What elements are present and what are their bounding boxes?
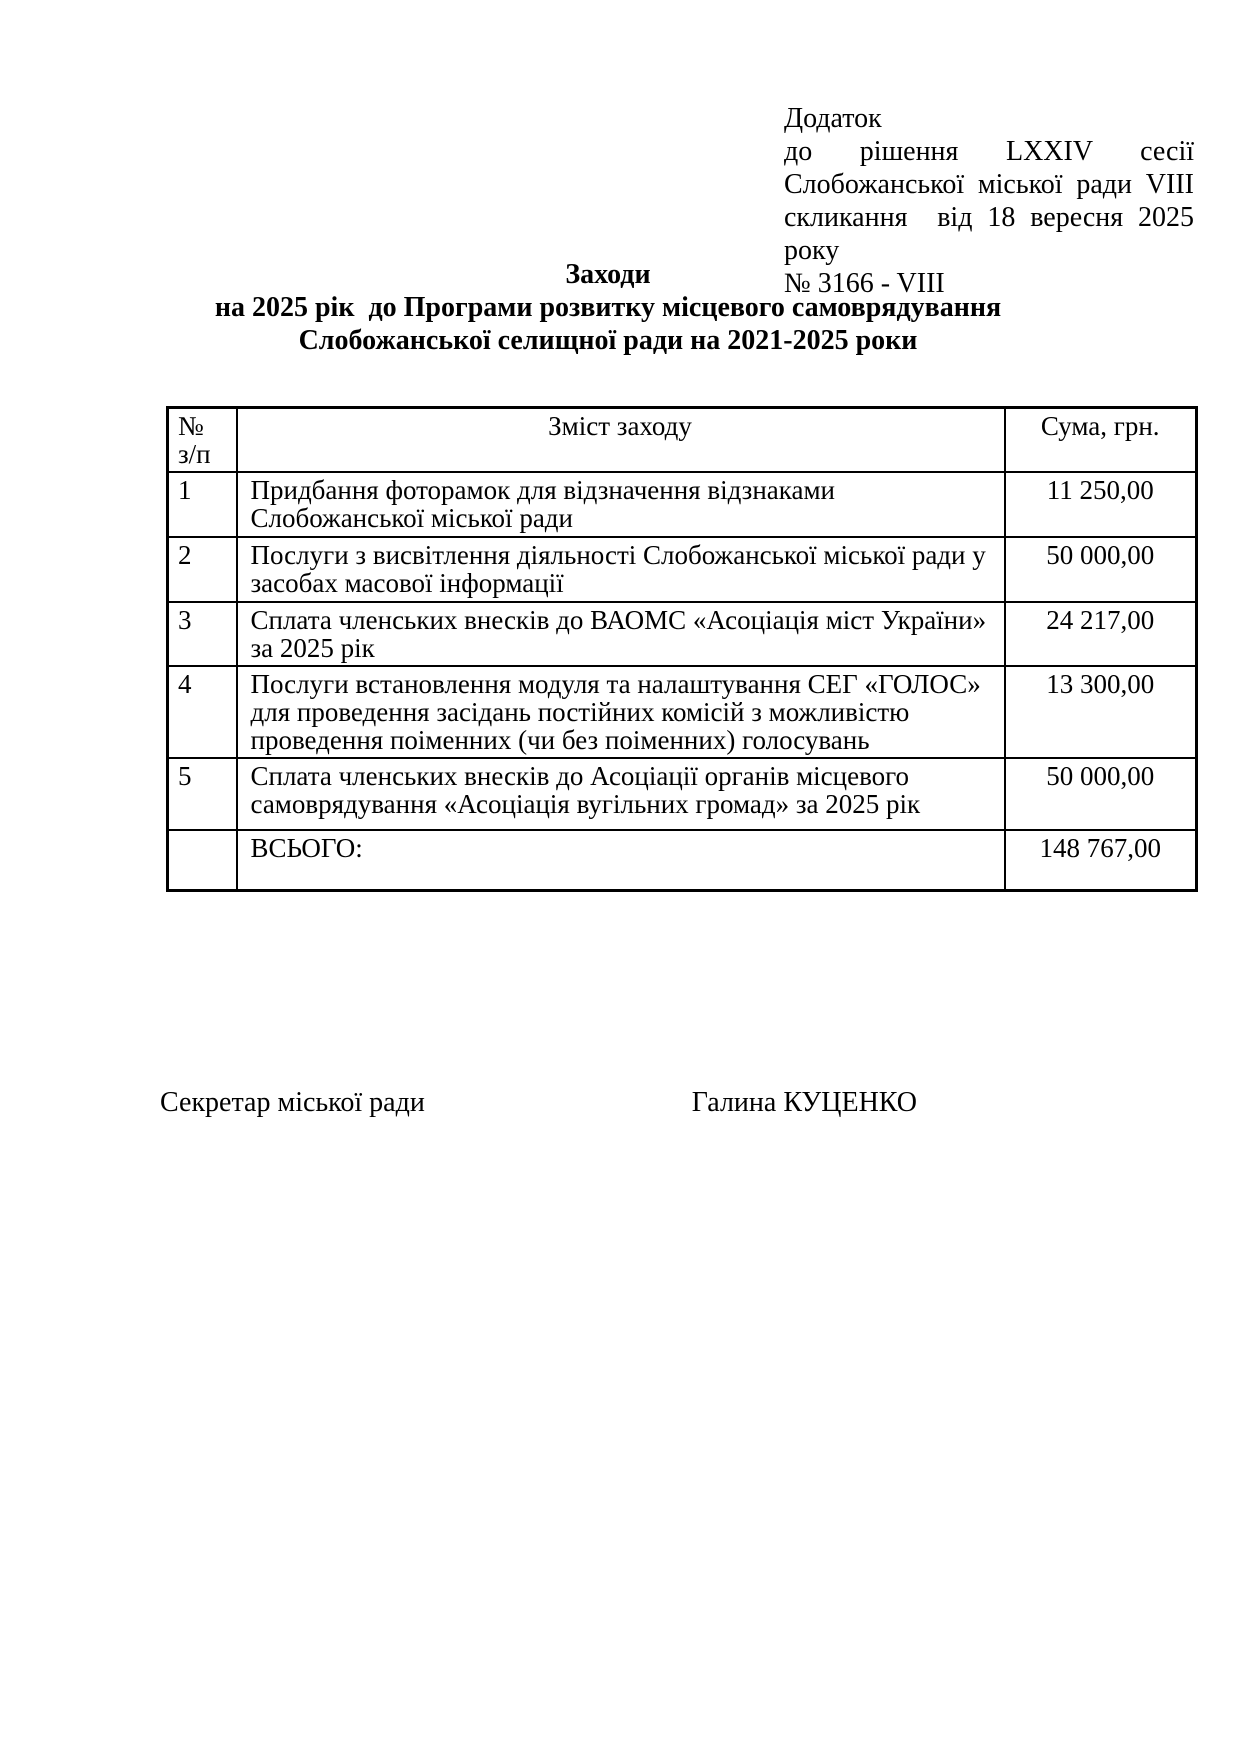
appendix-line-3: Слобожанської міської ради VIII bbox=[784, 169, 1194, 200]
table-header-row bbox=[168, 408, 1197, 473]
table-row bbox=[168, 537, 1197, 602]
header-content-cell: Зміст заходу bbox=[237, 408, 1005, 473]
row-amount-cell: 50 000,00 bbox=[1005, 537, 1197, 602]
row-number-cell: 1 bbox=[168, 472, 237, 537]
signature-line bbox=[160, 1086, 917, 1119]
table-row bbox=[168, 472, 1197, 537]
title-line-1: Заходи bbox=[565, 259, 651, 290]
title-line-2: на 2025 рік до Програми розвитку місцевого самоврядування bbox=[214, 292, 1002, 323]
table-total-row bbox=[168, 830, 1197, 890]
signature-role: Секретар міської ради bbox=[160, 1087, 425, 1118]
row-content-cell: Сплата членських внесків до ВАОМС «Асоціація міст України» за 2025 рік bbox=[237, 602, 1005, 666]
row-number-cell: 4 bbox=[168, 666, 237, 758]
title-line-3: Слобожанської селищної ради на 2021-2025 роки bbox=[298, 325, 918, 356]
appendix-line-5: № 3166 - VIII bbox=[784, 268, 945, 299]
header-amount-cell: Сума, грн. bbox=[1005, 408, 1197, 473]
row-content-cell: Придбання фоторамок для відзначення відзнаками Слобожанської міської ради bbox=[237, 472, 1005, 537]
table-row bbox=[168, 666, 1197, 758]
row-amount-cell: 13 300,00 bbox=[1005, 666, 1197, 758]
row-number-cell: 2 bbox=[168, 537, 237, 602]
row-content-cell: Послуги встановлення модуля та налаштування СЕГ «ГОЛОС» для проведення засідань постійних комісій з можливістю проведення поіменних (чи без поіменних) голосувань bbox=[237, 666, 1005, 758]
row-content-cell: Сплата членських внесків до Асоціації органів місцевого самоврядування «Асоціація вугільних громад» за 2025 рік bbox=[237, 758, 1005, 830]
row-amount-cell: 24 217,00 bbox=[1005, 602, 1197, 666]
total-amount-cell: 148 767,00 bbox=[1005, 830, 1197, 890]
appendix-line-1: Додаток bbox=[784, 103, 882, 134]
signature-name: Галина КУЦЕНКО bbox=[691, 1087, 917, 1118]
appendix-line-4: скликання від 18 вересня 2025 року bbox=[784, 202, 1194, 266]
header-number-cell bbox=[168, 408, 237, 473]
row-number-cell: 3 bbox=[168, 602, 237, 666]
row-amount-cell: 50 000,00 bbox=[1005, 758, 1197, 830]
row-number-cell: 5 bbox=[168, 758, 237, 830]
header-number-line1: № bbox=[178, 411, 204, 441]
document-title bbox=[166, 258, 1050, 357]
header-number-line2: з/п bbox=[178, 439, 211, 469]
appendix-line-2: до рішення LXXIV сесії bbox=[784, 136, 1194, 167]
row-amount-cell: 11 250,00 bbox=[1005, 472, 1197, 537]
table-row bbox=[168, 602, 1197, 666]
row-content-cell: Послуги з висвітлення діяльності Слобожанської міської ради у засобах масової інформації bbox=[237, 537, 1005, 602]
measures-table bbox=[166, 406, 1198, 892]
total-label-cell: ВСЬОГО: bbox=[237, 830, 1005, 890]
total-empty-cell bbox=[168, 830, 237, 890]
table-row bbox=[168, 758, 1197, 830]
